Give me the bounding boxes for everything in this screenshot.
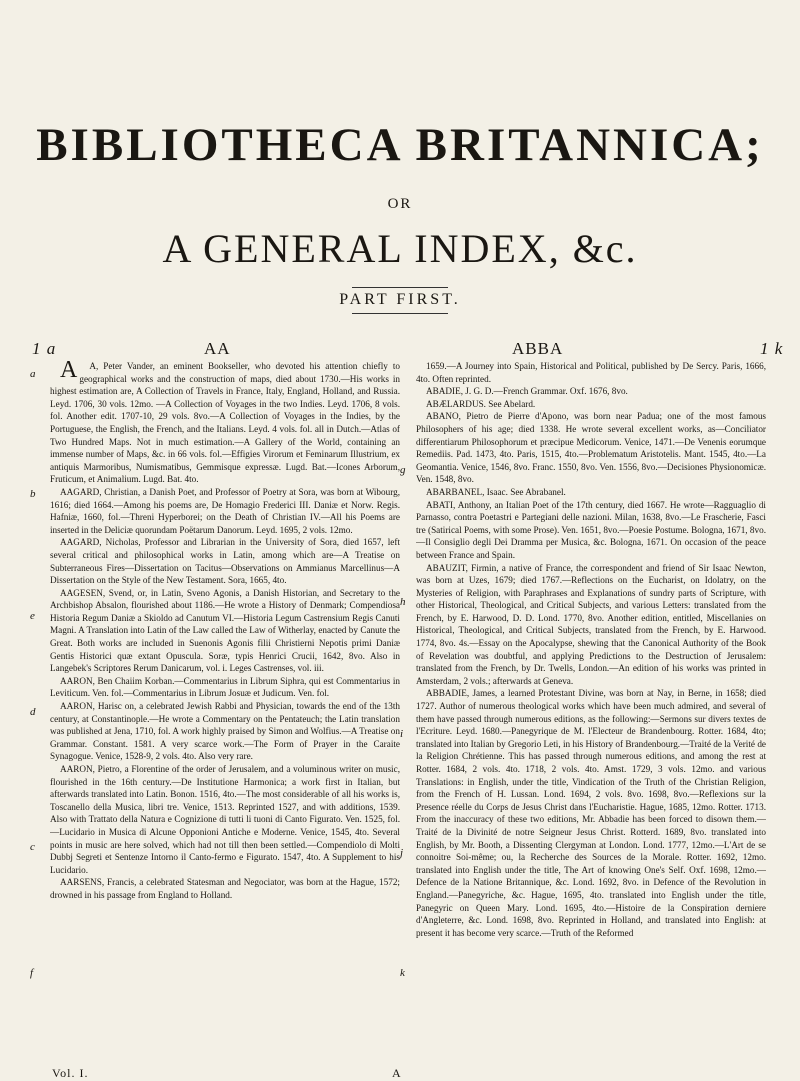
entry-paragraph: ABBADIE, James, a learned Protestant Divine, was born at Nay, in Berne, in 1658; died 1727. Author of numerous theological works which have been much admired, and several of them have passed through numerous editions, as the following:—Sermons sur divers textes de l'Ecriture. Leyd. 1680.—Panegyrique de M. l'Electeur de Brandenbourg. Rotter. 1684, 4to; translated into Italian by Gregorio Leti, in his History of Brandenbourg.—Traité de la Verité de la Religion Chrétienne. This has passed through numerous editions, and among the rest at Rotter. 1684, 2 vols. 4to. 1718, 2 vols. 4to. Amst. 1729, 3 vols. 12mo. and various Translations: in English, under the title, Vindication of the Truth of the Christian Religion, from the French of H. Lussan. Lond. 1694, 2 vols. 8vo. 1698, 8vo.—Reflexions sur la Presence réelle du Corps de Jesus Christ dans l'Eucharistie. Hague, 1685, 12mo. Rotter. 1713. From the inaccuracy of these two editions, Mr. Abbadie has been forced to disown them.—Traité de la Divinité de notre Seigneur Jesus Christ. Rotterd. 1689, 8vo. translated into English, by Mr. Booth, a Dissenting Clergyman at London. Lond. 1777, 12mo.—L'Art de se connoitre Soi-même; ou, la Recherche des Sources de la Morale. Rotter. 1692, 12mo. translated into English under the title, The Art of knowing One's Self. Oxf. 1698, 12mo.—Defence de la Natione Britannique, &c. Lond. 1692, 8vo. in Defence of the Revolution in England.—Panegyriche, &c. Hague, 1695, 4to. translated into English under the title, Panegyric on Queen Mary. Lond. 1695, 4to.—Histoire de la Conspiration derniere d'Angleterre, &c. Lond. 1698, 8vo. Reprinted in Holland, and translated into English: at present it has become very scarce.—Truth of the Reformed (416, 688, 766, 938)
margin-letter: d (30, 706, 36, 718)
entry-paragraph: ABARBANEL, Isaac. See Abrabanel. (426, 486, 566, 497)
margin-letter: i (400, 728, 404, 740)
divider-top (352, 287, 448, 288)
running-head-left: 1 a (32, 339, 57, 358)
entry-paragraph: AARON, Pietro, a Florentine of the order of Jerusalem, and a voluminous writer on music, flourished in the 16th century.—De Institutione Harmonica; a work first in Italian, but afterwards translated into Latin. Bonon. 1516, 4to.—The most considerable of all his works is, Toscanello della Musica, libri tre. Venice, 1513. Reprinted 1527, and with additions, 1539. Also with Trattato della Natura e Cognizione di tutti li tuoni di Canto Figurato. Ven. 1525, fol.—Lucidario in Musica di Alcune Opponioni Antiche e Moderne. Venice, 1545, 4to. Several points in music are here solved, which had not till then been settled.—Compendiolo di Molti Dubbj Segreti et Sentenze Intorno il Canto-fermo e Figurato. 1547, 4to. A Supplement to his Lucidario. (50, 764, 400, 875)
book-title: BIBLIOTHECA BRITANNICA; (36, 119, 764, 171)
margin-letter: h (400, 596, 406, 608)
book-subtitle: A GENERAL INDEX, &c. (162, 226, 638, 271)
signature-mark: A (392, 1066, 401, 1080)
margin-letter: g (400, 464, 406, 476)
margin-letter: b (30, 488, 36, 500)
divider-bottom (352, 313, 448, 314)
running-head-right-center: ABBA (512, 339, 564, 358)
entry-paragraph: AA, Peter Vander, an eminent Bookseller, who devoted his attention chiefly to geographical works and the construction of maps, died about 1730.—His works in highest estimation are, A Collection of Travels in France, Italy, England, Holland, and Russia. Leyd. 1706, 30 vols. 12mo. —A Collection of Voyages in the two Indies. Leyd. 1706, 8 vols. fol. Another edit. 1707-10, 29 vols. 8vo.—A Collection of Voyages in the Indies, by the Portuguese, the English, the French, and the Italians. Leyd. 4 vols. fol. all in Dutch.—Atlas of Two Hundred Maps. Not in much estimation.—A Gallery of the World, containing an immense number of Maps, &c. in 66 vols. fol.—Effigies Virorum et Feminarum Illustrium, ex antiquis Marmoribus, Numismatibus, Gemmisque expressæ. Lugd. Bat.—Icones Arborum, Fruticum, et Animalium. Lugd. Bat. 4to. (50, 360, 400, 485)
title-connector: OR (387, 196, 413, 212)
entry-paragraph: AAGESEN, Svend, or, in Latin, Sveno Agonis, a Danish Historian, and Secretary to the Archbishop Absalon, flourished about 1186.—He wrote a History of Denmark; Compendiosa Historia Regum Daniæ a Skioldo ad Canutum VI.—Historia Legum Castrensium Regis Canuti Magni. A Translation into Latin of the Law called the Law of Witherlay, enacted by Canute the Great. Both works are included in Suenonis Agonis filii Christierni Nepotis primi Daniæ Gentis Historici quæ extant Opuscula. Soræ, typis Henrici Crucii, 1642, 8vo. Also in Langebek's Scriptores Rerum Danicarum, vol. i. Leges Castrenses, vol. iii. (50, 587, 400, 674)
margin-letter: k (400, 967, 405, 979)
margin-letter: f (30, 967, 34, 979)
entry-paragraph: ABADIE, J. G. D.—French Grammar. Oxf. 1676, 8vo. (426, 386, 628, 397)
entry-paragraph: AAGARD, Nicholas, Professor and Librarian in the University of Sora, died 1657, left several critical and philosophical works in Latin, among which are—A Treatise on Subterraneous Fires—Dissertation on Tacitus—Observations on Ammianus Marcellinus—A Dissertation on the Style of the New Testament. Sora, 1665, 4to. (50, 537, 400, 586)
entry-paragraph: AARON, Ben Chaiim Korban.—Commentarius in Librum Siphra, qui est Commentarius in Leviticum. Ven. fol.—Commentarius in Librum Josuæ et Judicum. Ven. fol. (50, 675, 400, 699)
volume-label: Vol. I. (52, 1066, 89, 1080)
part-heading: PART FIRST. (339, 291, 461, 308)
entry-paragraph: ABANO, Pietro de Pierre d'Apono, was born near Padua; one of the most famous Philosophers of his age; died 1338. He wrote several excellent works, as—Conciliator differentiarum Philosophorum et præcipue Medicorum. Venice, 1471.—De Venenis eorumque Remediis. Pad. 1473, 4to. Paris, 1515, 4to.—Problematum Aristotelis. Mant. 1545, 4to.—La Geomantia. Venice, 1546, 8vo. Franc. 1550, 8vo. Ven. 1556, 8vo.—Decisiones Physionomicæ. Ven. 1548, 8vo. (416, 411, 766, 485)
left-column (50, 360, 400, 1060)
entry-paragraph: ABATI, Anthony, an Italian Poet of the 17th century, died 1667. He wrote—Ragguaglio di Parnasso, contra Poetastri e Partegiani delle nazioni. Milan, 1638, 8vo.—Le Frascherie, Fasci tre (Satirical Poems, with some Prose). Ven. 1651, 8vo.—Poesie Postume. Bologna, 1671, 8vo.—Il Consiglio degli Dei Dramma per Musica, &c. Bologna, 1671. On occasion of the peace between France and Spain. (416, 499, 766, 560)
margin-letter: e (30, 610, 35, 622)
entry-paragraph: AAGARD, Christian, a Danish Poet, and Professor of Poetry at Sora, was born at Wibourg, 1616; died 1664.—Among his poems are, De Homagio Frederici III. Daniæ et Norw. Regis. Hafniæ, 1660, fol.—Threni Hyperborei; on the Death of Christian IV.—All his Poems are inserted in the Deliciæ quorundam Poëtarum Danorum. Leyd. 1695, 2 vols. 12mo. (50, 486, 400, 535)
margin-letter: j (400, 847, 404, 859)
entry-paragraph: ABÆLARDUS. See Abelard. (426, 398, 536, 409)
entry-paragraph: ABAUZIT, Firmin, a native of France, the correspondent and friend of Sir Isaac Newton, was born at Uzes, 1679; died 1767.—Reflections on the Eucharist, on Idolatry, on the Mysteries of Religion, with Paraphrases and Explanations of sundry parts of Scripture, with other Historical, Theological, and Critical Subjects, and various Letters: translated from the French, by E. Harwood, D. D. Lond. 1770, 8vo. Another edition, entitled, Miscellanies on Historical, Theological, and Critical Subjects, translated from the French, by E. Harwood. 1774, 8vo. 4s.—Essay on the Apocalypse, shewing that the Canonical Authority of the Book of Revelation was doubtful, and applying Predictions to the Destruction of Jerusalem: translated from the French, by Dr. Twells, London.—An edition of his works was printed in Amsterdam, 2 vols.; afterwards at Geneva. (416, 562, 766, 686)
margin-letter: a (30, 368, 36, 380)
margin-letter: c (30, 841, 35, 853)
entry-paragraph: AARSENS, Francis, a celebrated Statesman and Negociator, was born at the Hague, 1572; drowned in his passage from England to Holland. (50, 877, 400, 900)
entry-paragraph: 1659.—A Journey into Spain, Historical and Political, published by De Sercy. Paris, 1666, 4to. Often reprinted. (416, 361, 766, 384)
entry-paragraph: AARON, Harisc on, a celebrated Jewish Rabbi and Physician, towards the end of the 13th century, at Constantinople.—He wrote a Commentary on the Pentateuch; the Latin translation was published at Jena, 1710, fol. A work highly praised by Simon and Wolfius.—A Treatise on Grammar. Constant. 1581. A very scarce work.—The Form of Prayer in the Caraite Synagogue. Venice, 1528-9, 2 vols. 4to. Also very rare. (50, 701, 400, 762)
running-head-right: 1 k (760, 339, 784, 358)
running-head-left-center: AA (204, 339, 231, 358)
right-column (416, 360, 766, 1060)
